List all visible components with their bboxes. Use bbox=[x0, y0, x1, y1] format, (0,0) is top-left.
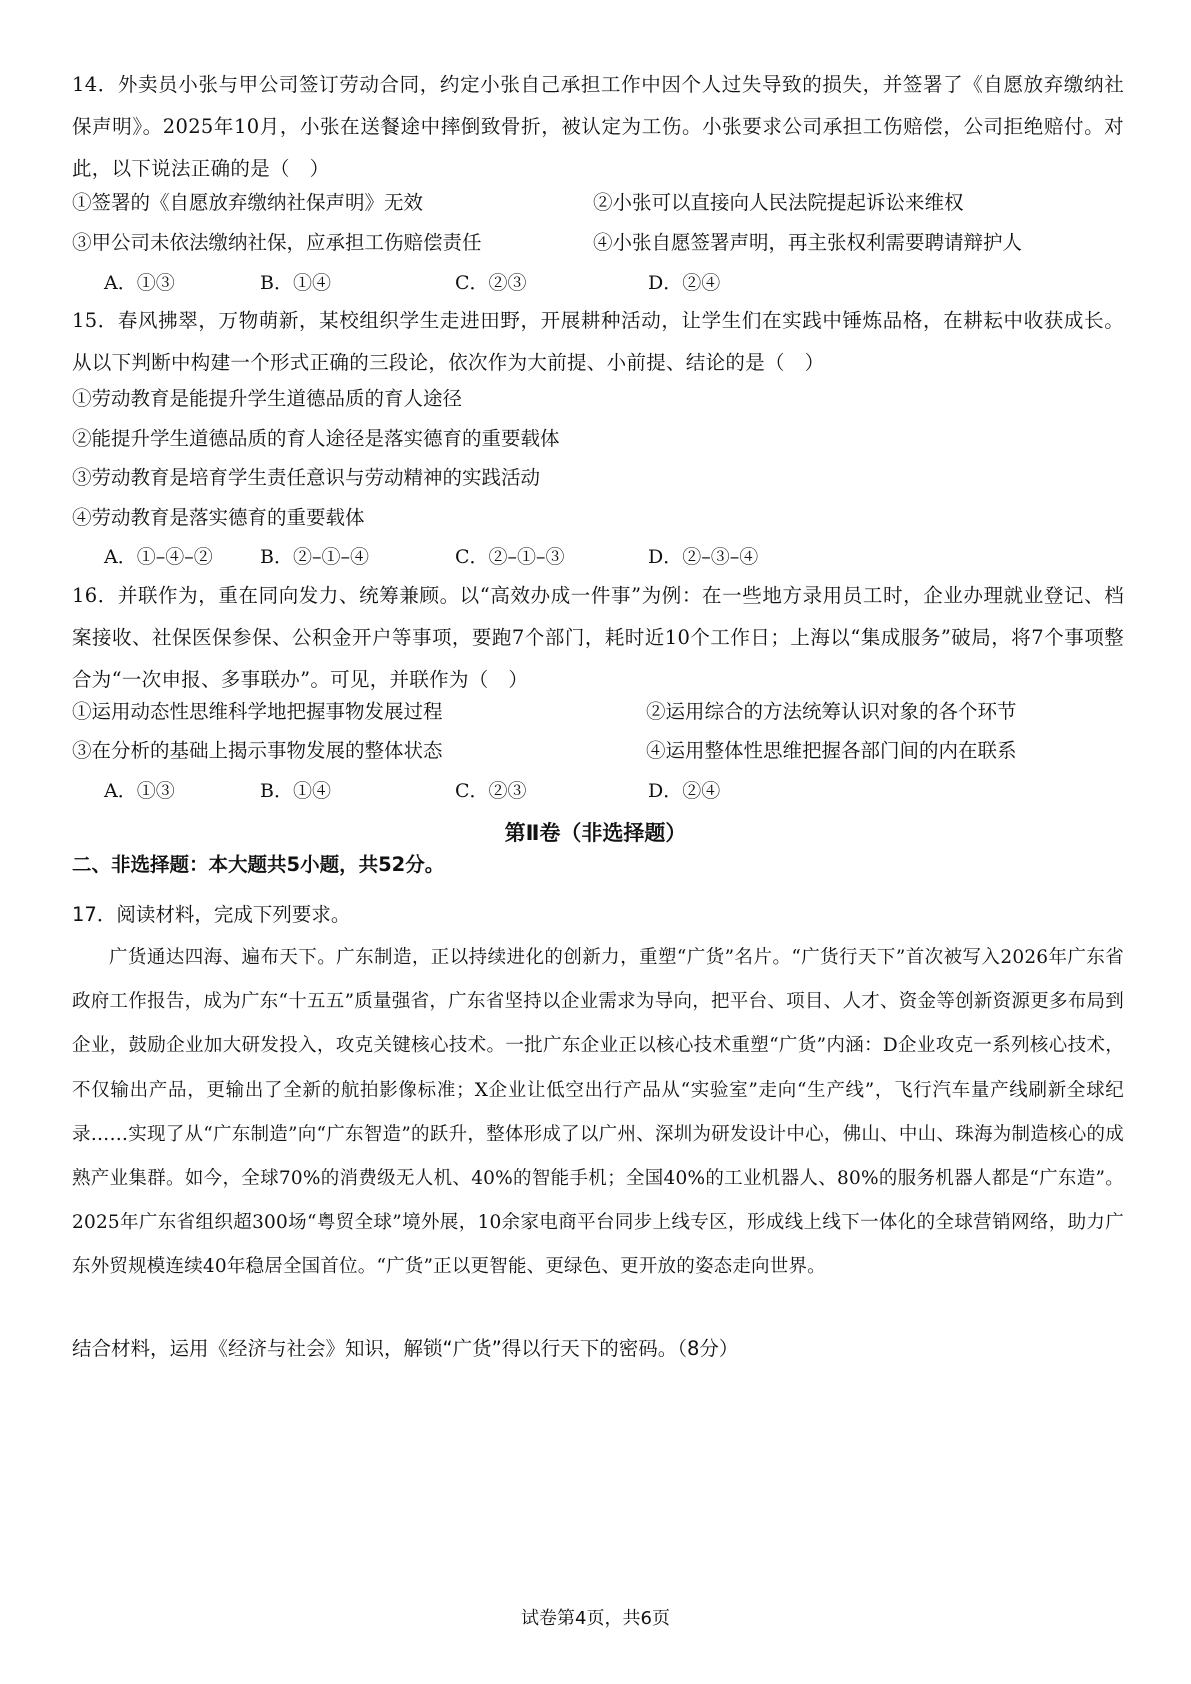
q16-option-2: ②运用综合的方法统筹认识对象的各个环节 bbox=[646, 700, 1017, 723]
question-15-stem: 15．春风拂翠，万物萌新，某校组织学生走进田野，开展耕种活动，让学生们在实践中锤炼品格，在耕耘中收获成长。从以下判断中构建一个形式正确的三段论，依次作为大前提、小前提、结论的是（ ） bbox=[72, 309, 1124, 374]
q15-option-4: ④劳动教育是落实德育的重要载体 bbox=[72, 506, 365, 529]
question-17-task: 结合材料，运用《经济与社会》知识，解锁“广货”得以行天下的密码。（8分） bbox=[72, 1337, 739, 1360]
q16-option-1: ①运用动态性思维科学地把握事物发展过程 bbox=[72, 700, 443, 723]
q14-option-2: ②小张可以直接向人民法院提起诉讼来维权 bbox=[593, 191, 964, 214]
q14-answer-a: A．①③ bbox=[104, 272, 175, 294]
question-17-heading: 17．阅读材料，完成下列要求。 bbox=[72, 903, 351, 926]
q16-answer-c: C．②③ bbox=[455, 780, 527, 802]
q16-answer-d: D．②④ bbox=[648, 780, 721, 802]
q16-answer-b: B．①④ bbox=[260, 780, 331, 802]
q14-option-4: ④小张自愿签署声明，再主张权利需要聘请辩护人 bbox=[593, 231, 1023, 254]
q14-option-1: ①签署的《自愿放弃缴纳社保声明》无效 bbox=[72, 191, 424, 214]
q15-option-1: ①劳动教育是能提升学生道德品质的育人途径 bbox=[72, 387, 463, 410]
q14-answer-b: B．①④ bbox=[260, 272, 331, 294]
part-2-heading: 二、非选择题：本大题共5小题，共52分。 bbox=[72, 853, 445, 876]
question-17-material: 广货通达四海、遍布天下。广东制造，正以持续进化的创新力，重塑“广货”名片。“广货行天下”首次被写入2026年广东省政府工作报告，成为广东“十五五”质量强省，广东省坚持以企业需求为导向，把平台、项目、人才、资金等创新资源更多布局到企业，鼓励企业加大研发投入，攻克关键核心技术。一批广东企业正以核心技术重塑“广货”内涵：D企业攻克一系列核心技术，不仅输出产品，更输出了全新的航拍影像标准；X企业让低空出行产品从“实验室”走向“生产线”，飞行汽车量产线刷新全球纪录……实现了从“广东制造”向“广东智造”的跃升，整体形成了以广州、深圳为研发设计中心，佛山、中山、珠海为制造核心的成熟产业集群。如今，全球70%的消费级无人机、40%的智能手机；全国40%的工业机器人、80%的服务机器人都是“广东造”。2025年广东省组织超300场“粤贸全球”境外展，10余家电商平台同步上线专区，形成线上线下一体化的全球营销网络，助力广东外贸规模连续40年稳居全国首位。“广货”正以更智能、更绿色、更开放的姿态走向世界。 bbox=[72, 947, 1124, 1278]
q14-option-3: ③甲公司未依法缴纳社保，应承担工伤赔偿责任 bbox=[72, 231, 482, 254]
q15-answer-d: D．②–③–④ bbox=[648, 546, 759, 568]
section-2-title: 第Ⅱ卷（非选择题） bbox=[504, 821, 687, 845]
question-16-stem: 16．并联作为，重在同向发力、统筹兼顾。以“高效办成一件事”为例：在一些地方录用员工时，企业办理就业登记、档案接收、社保医保参保、公积金开户等事项，要跑7个部门，耗时近10个工作日；上海以“集成服务”破局，将7个事项整合为“一次申报、多事联办”。可见，并联作为（ ） bbox=[72, 584, 1124, 691]
q15-option-2: ②能提升学生道德品质的育人途径是落实德育的重要载体 bbox=[72, 427, 560, 450]
q14-answer-d: D．②④ bbox=[648, 272, 721, 294]
q16-answer-a: A．①③ bbox=[104, 780, 175, 802]
q15-answer-c: C．②–①–③ bbox=[455, 546, 565, 568]
page-footer: 试卷第4页，共6页 bbox=[521, 1608, 670, 1629]
q16-option-4: ④运用整体性思维把握各部门间的内在联系 bbox=[646, 739, 1017, 762]
question-14-stem: 14．外卖员小张与甲公司签订劳动合同，约定小张自己承担工作中因个人过失导致的损失，并签署了《自愿放弃缴纳社保声明》。2025年10月，小张在送餐途中摔倒致骨折，被认定为工伤。小张要求公司承担工伤赔偿，公司拒绝赔付。对此，以下说法正确的是（ ） bbox=[72, 73, 1124, 180]
q15-answer-b: B．②–①–④ bbox=[260, 546, 369, 568]
q14-answer-c: C．②③ bbox=[455, 272, 527, 294]
q15-option-3: ③劳动教育是培育学生责任意识与劳动精神的实践活动 bbox=[72, 466, 541, 489]
q16-option-3: ③在分析的基础上揭示事物发展的整体状态 bbox=[72, 739, 443, 762]
q15-answer-a: A．①–④–② bbox=[104, 546, 213, 568]
